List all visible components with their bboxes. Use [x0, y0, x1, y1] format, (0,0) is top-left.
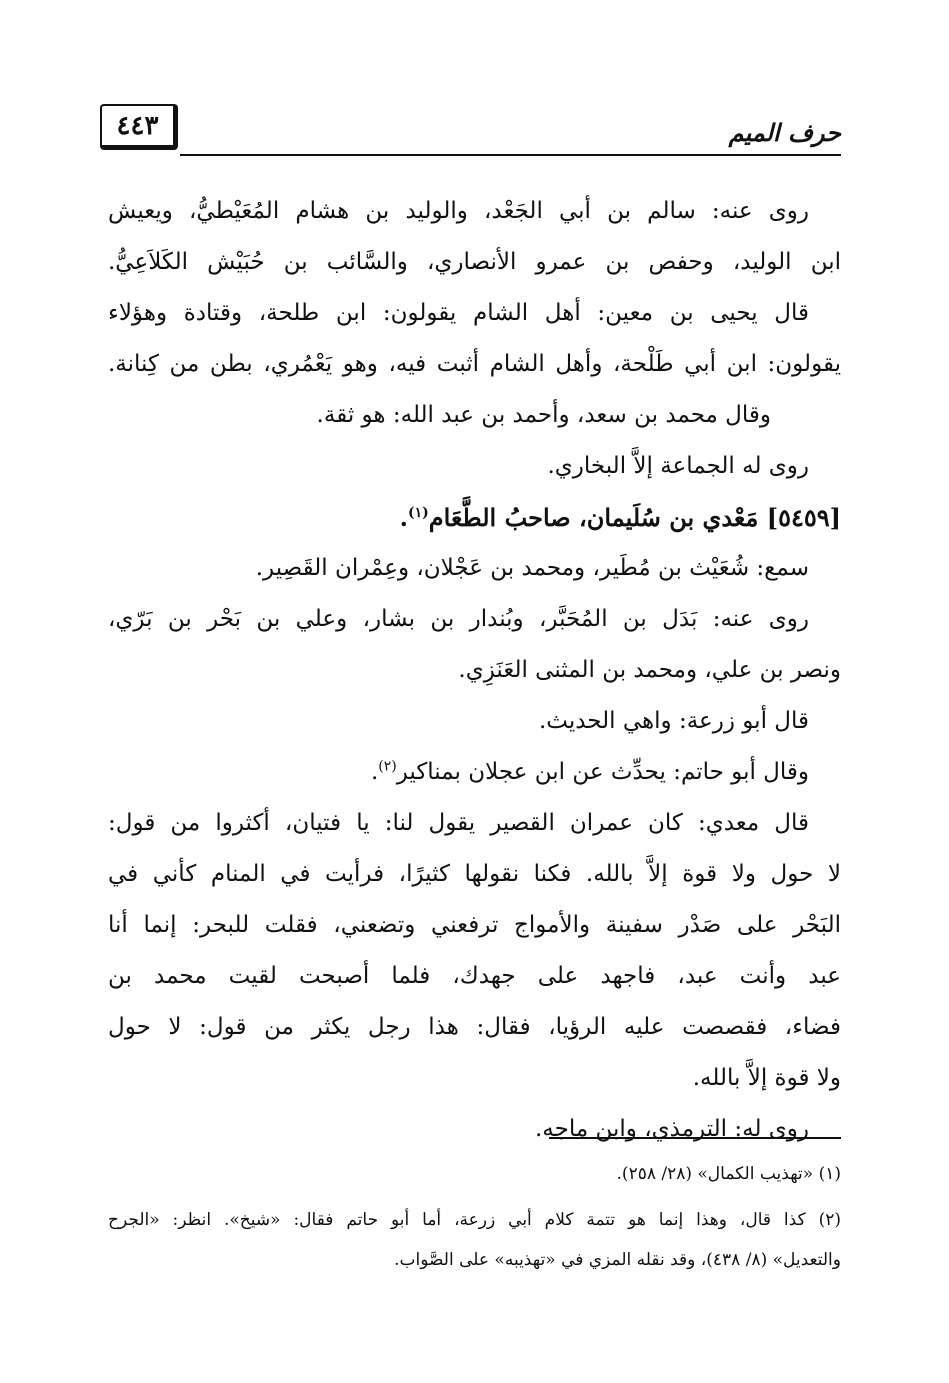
- entry-line: قال أبو زرعة: واهي الحديث.: [538, 708, 809, 734]
- story-line: فضاء، فقصصت عليه الرؤيا، فقال: هذا رجل يكثر من قول: لا حول: [108, 1014, 841, 1040]
- entry-number: [٥٤٥٩]: [766, 503, 841, 532]
- story-line: عبد وأنت عبد، فاجهد على جهدك، فلما أصبحت لقيت محمد بن: [108, 963, 841, 989]
- body-line: ابن الوليد، وحفص بن عمرو الأنصاري، والسَّائب بن حُبَيْش الكَلاَعِيُّ.: [108, 249, 841, 275]
- entry-line: سمع: شُعَيْث بن مُطَير، ومحمد بن عَجْلان، وعِمْران القَصِير.: [255, 555, 809, 581]
- story-line: قال معدي: كان عمران القصير يقول لنا: يا فتيان، أكثروا من قول:: [108, 810, 809, 836]
- entry-name: مَعْدي بن سُلَيمان، صاحبُ الطَّعَام: [428, 503, 759, 532]
- abu-hatim-line: [108, 747, 841, 798]
- body-line: يقولون: ابن أبي طَلْحة، وأهل الشام أثبت فيه، وهو يَعْمُري، بطن من كِنانة.: [108, 351, 841, 377]
- page-number: ٤٤٣: [100, 104, 178, 150]
- body-line: روى له الجماعة إلاَّ البخاري.: [547, 453, 809, 479]
- story-line: البَحْر على صَدْر سفينة والأمواج ترفعني وتضعني، فقلت للبحر: إنما أنا: [108, 912, 841, 938]
- page-body: [108, 186, 841, 1155]
- footnote-2: (٢) كذا قال، وهذا إنما هو تتمة كلام أبي زرعة، أما أبو حاتم فقال: «شيخ». انظر: «الجرح: [108, 1210, 841, 1230]
- story-line: ولا قوة إلاَّ بالله.: [692, 1065, 841, 1091]
- entry-line: روى عنه: بَدَل بن المُحَبَّر، وبُندار بن بشار، وعلي بن بَحْر بن بَرّي،: [108, 606, 809, 632]
- entry-line: ونصر بن علي، ومحمد بن المثنى العَنَزِي.: [458, 657, 841, 683]
- footnote-ref: (٢): [378, 758, 397, 775]
- story-line: لا حول ولا قوة إلاَّ بالله. فكنا نقولها كثيرًا، فرأيت في المنام كأني في: [108, 861, 841, 887]
- footnotes: [108, 1154, 841, 1280]
- abu-hatim-text: وقال أبو حاتم: يحدِّث عن ابن عجلان بمناكير: [396, 759, 809, 785]
- footnote-ref: (١): [408, 505, 429, 521]
- body-line: قال يحيى بن معين: أهل الشام يقولون: ابن طلحة، وقتادة وهؤلاء: [108, 300, 809, 326]
- footnote-rule: [549, 1137, 841, 1139]
- story-line: روى له: الترمذي، وابن ماجه.: [535, 1116, 809, 1142]
- entry-heading: [108, 492, 841, 543]
- page-header: [100, 104, 841, 156]
- body-line: روى عنه: سالم بن أبي الجَعْد، والوليد بن هشام المُعَيْطيُّ، ويعيش: [108, 198, 809, 224]
- header-rule: [180, 154, 841, 156]
- abu-hatim-end: .: [370, 759, 379, 785]
- entry-end: .: [399, 503, 409, 532]
- footnote-2-cont: والتعديل» (٨/ ٤٣٨)، وقد نقله المزي في «تهذيبه» على الصَّواب.: [394, 1250, 841, 1270]
- body-line: وقال محمد بن سعد، وأحمد بن عبد الله: هو ثقة.: [316, 402, 771, 428]
- running-title: حرف الميم: [728, 118, 841, 147]
- footnote-1: (١) «تهذيب الكمال» (٢٨/ ٢٥٨).: [616, 1164, 841, 1184]
